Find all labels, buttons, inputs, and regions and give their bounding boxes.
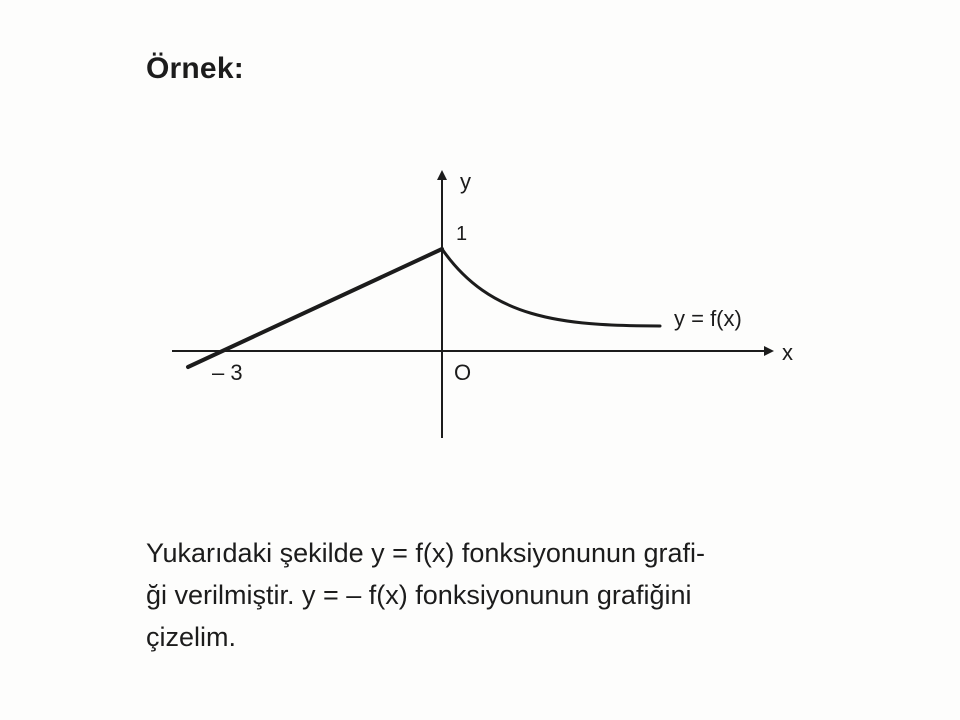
paragraph-line-2: ği verilmiştir. y = – f(x) fonksiyonunun grafiğini bbox=[146, 580, 692, 610]
origin-label: O bbox=[454, 360, 472, 385]
example-heading: Örnek: bbox=[146, 52, 244, 85]
paragraph-line-1: Yukarıdaki şekilde y = f(x) fonksiyonunun grafi- bbox=[146, 538, 706, 568]
paragraph-line-3: çizelim. bbox=[146, 622, 237, 652]
curve-label: y = f(x) bbox=[674, 306, 742, 331]
problem-paragraph bbox=[146, 532, 836, 658]
decay-curve bbox=[442, 249, 660, 326]
x-intercept-label: – 3 bbox=[212, 360, 243, 385]
x-axis-label: x bbox=[782, 340, 793, 365]
linear-segment bbox=[188, 249, 442, 367]
y-intercept-label: 1 bbox=[456, 223, 468, 245]
y-axis-label: y bbox=[460, 169, 471, 194]
